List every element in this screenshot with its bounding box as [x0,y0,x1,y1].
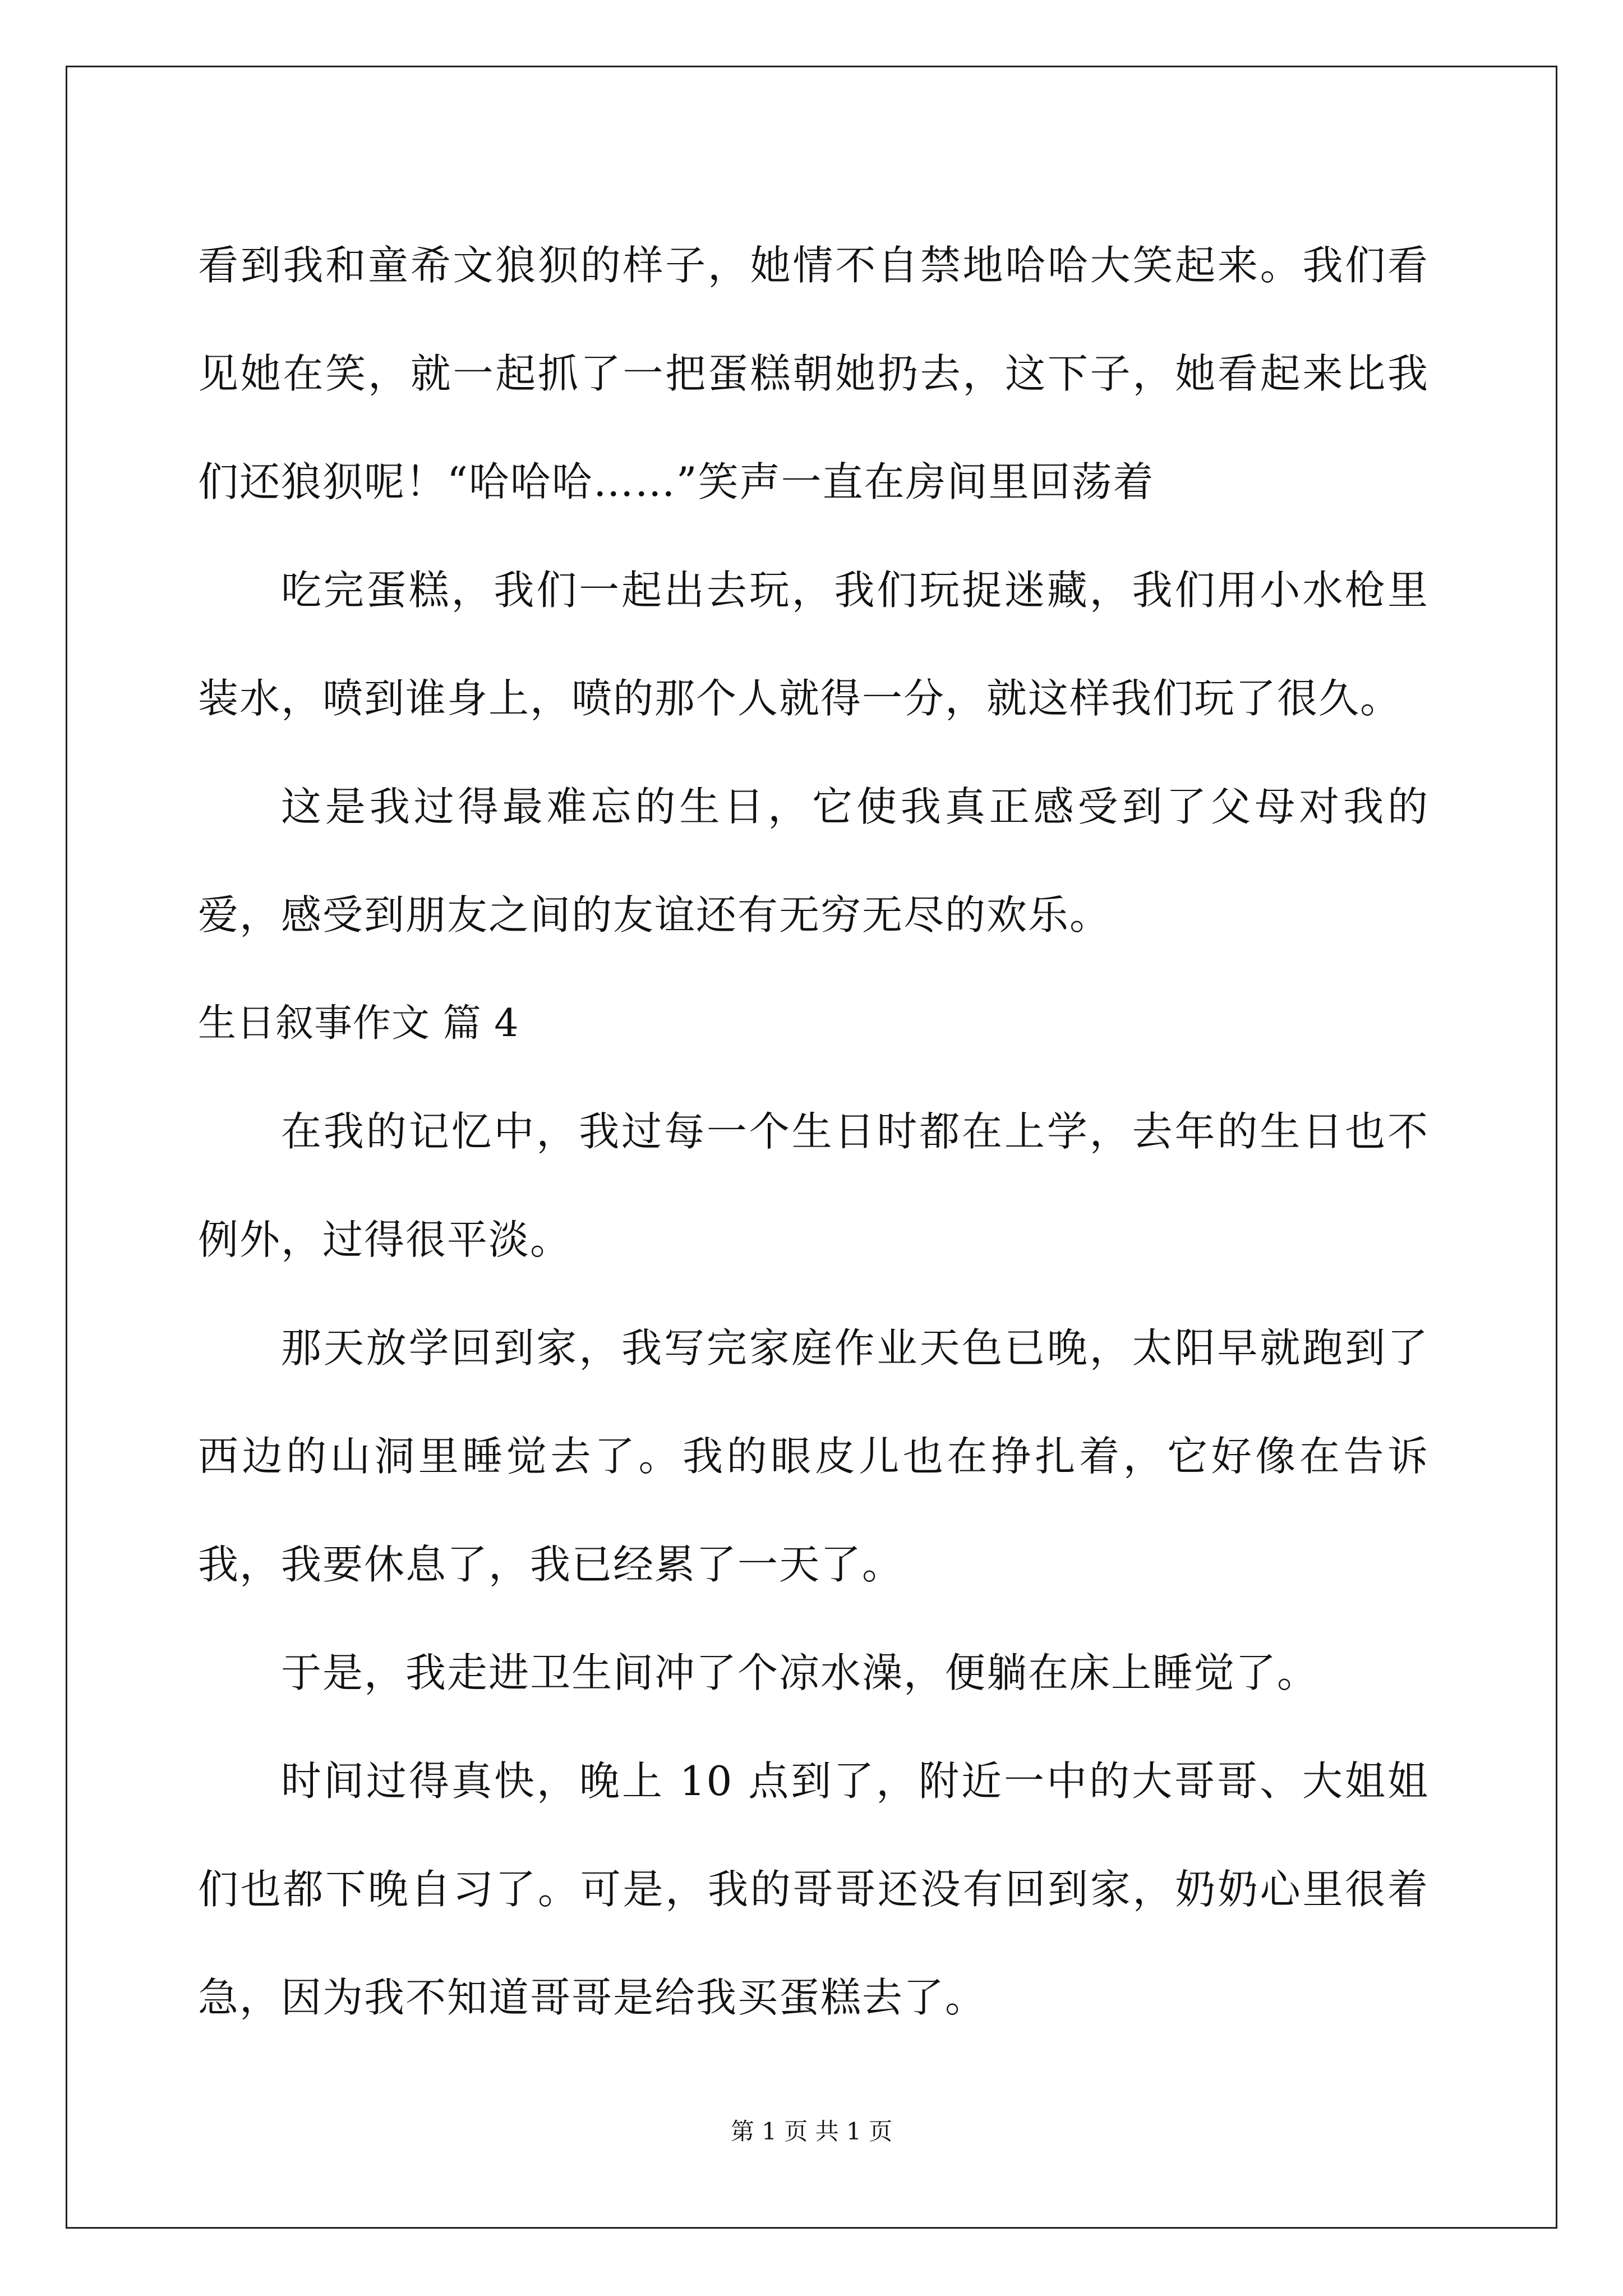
paragraph: 吃完蛋糕，我们一起出去玩，我们玩捉迷藏，我们用小水枪里装水，喷到谁身上，喷的那个人就得一分，就这样我们玩了很久。 [198,567,1429,722]
paragraph: 看到我和童希文狼狈的样子，她情不自禁地哈哈大笑起来。我们看见她在笑，就一起抓了一把蛋糕朝她扔去，这下子，她看起来比我们还狼狈呢！“哈哈哈……”笑声一直在房间里回荡着 [198,242,1429,505]
paragraph: 时间过得真快，晚上 10 点到了，附近一中的大哥哥、大姐姐们也都下晚自习了。可是，我的哥哥还没有回到家，奶奶心里很着急，因为我不知道哥哥是给我买蛋糕去了。 [198,1757,1429,2021]
page-footer: 第 1 页 共 1 页 [730,2118,893,2145]
paragraph: 那天放学回到家，我写完家庭作业天色已晚，太阳早就跑到了西边的山洞里睡觉去了。我的眼皮儿也在挣扎着，它好像在告诉我，我要休息了，我已经累了一天了。 [198,1324,1429,1588]
document-body [198,211,1429,2052]
section-heading: 生日叙事作文 篇 4 [198,1001,519,1046]
paragraph: 在我的记忆中，我过每一个生日时都在上学，去年的生日也不例外，过得很平淡。 [198,1108,1429,1263]
paragraph: 这是我过得最难忘的生日，它使我真正感受到了父母对我的爱，感受到朋友之间的友谊还有无穷无尽的欢乐。 [198,783,1429,938]
paragraph: 于是，我走进卫生间冲了个凉水澡，便躺在床上睡觉了。 [281,1649,1319,1696]
